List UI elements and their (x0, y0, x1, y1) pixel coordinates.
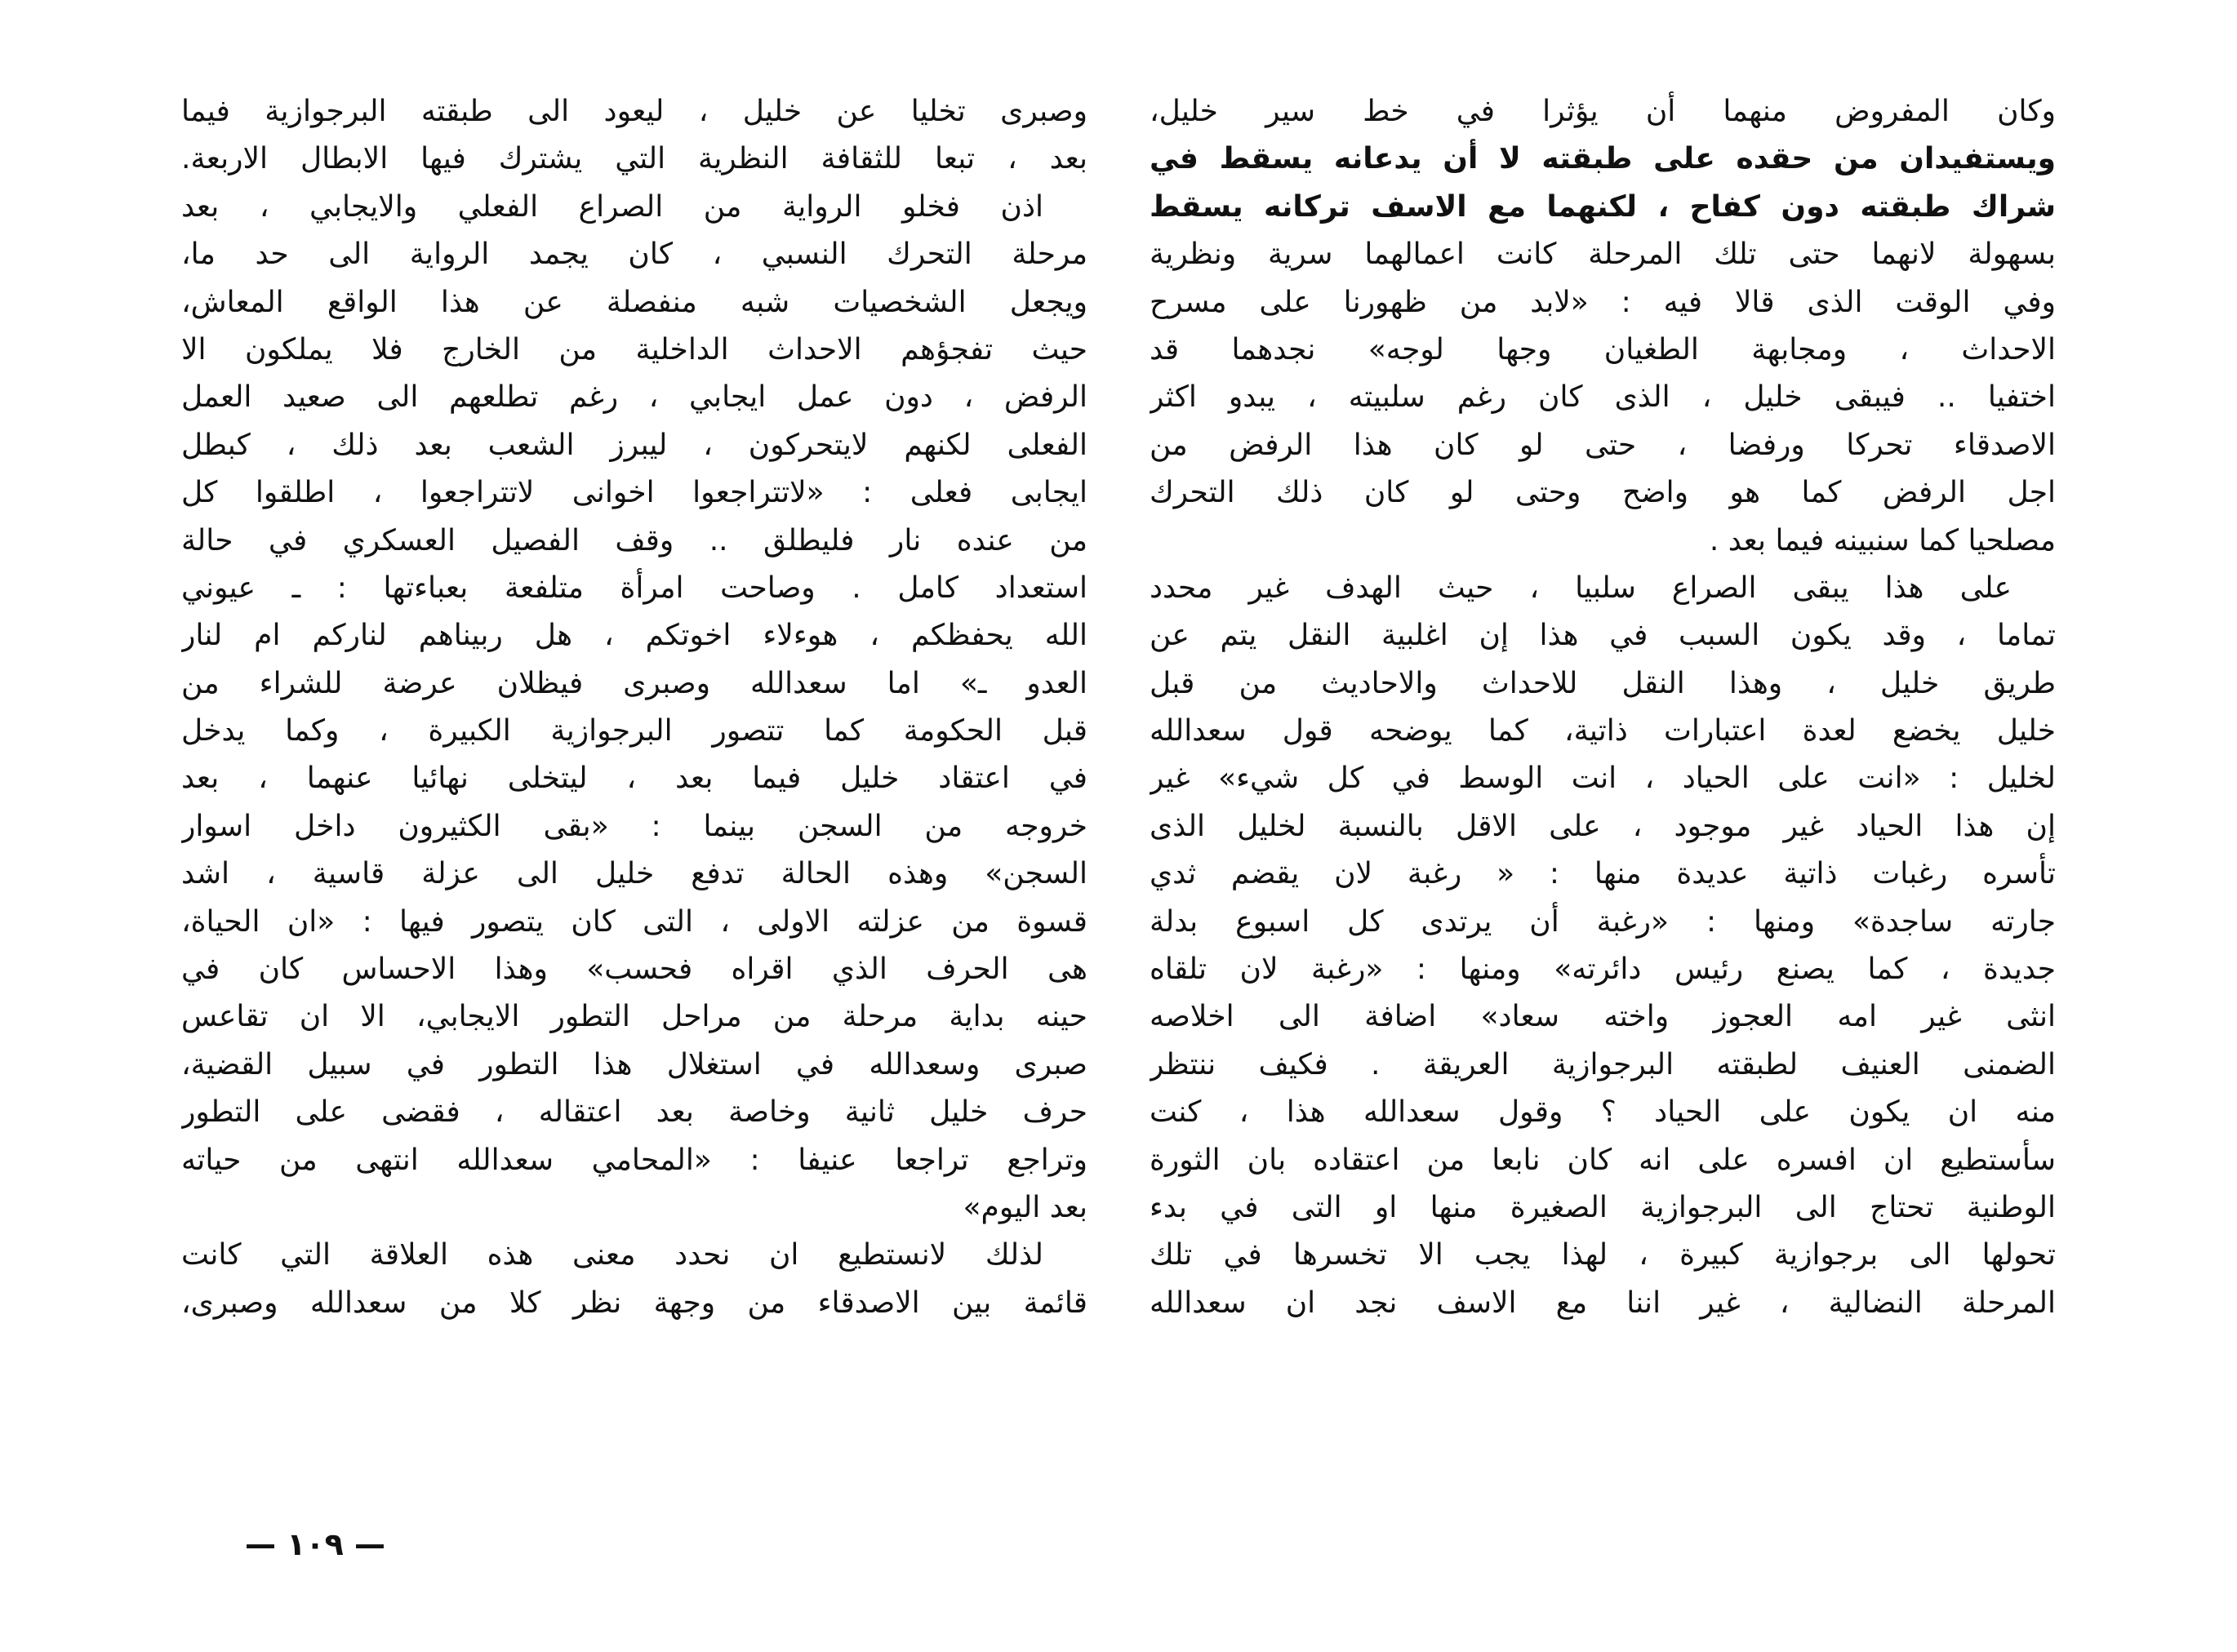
text-line: سأستطيع ان افسره على انه كان نابعا من اعتقاده بان الثورة (1150, 1143, 2056, 1177)
text-line: ايجابى فعلى : «لاتتراجعوا اخوانى لاتتراجعوا ، اطلقوا كل (181, 476, 1087, 510)
text-line: إن هذا الحياد غير موجود ، على الاقل بالنسبة لخليل الذى (1150, 809, 2056, 843)
text-line: بسهولة لانهما حتى تلك المرحلة كانت اعمالهما سرية ونظرية (1150, 238, 2056, 272)
text-line: صبرى وسعدالله في استغلال هذا التطور في سبيل القضية، (181, 1047, 1087, 1081)
text-line: انثى غير امه العجوز واخته سعاد» اضافة الى اخلاصه (1150, 1000, 2056, 1034)
text-line: وكان المفروض منهما أن يؤثرا في خط سير خليل، (1150, 95, 2056, 128)
text-line: جارته ساجدة» ومنها : «رغبة أن يرتدى كل اسبوع بدلة (1150, 904, 2056, 939)
text-line: تماما ، وقد يكون السبب في هذا إن اغلبية النقل يتم عن (1150, 619, 2056, 653)
text-line: السجن» وهذه الحالة تدفع خليل الى عزلة قاسية ، اشد (181, 857, 1087, 891)
text-line: من عنده نار فليطلق .. وقف الفصيل العسكري في حالة (181, 523, 1087, 557)
text-line: خليل يخضع لعدة اعتبارات ذاتية، كما يوضحه قول سعدالله (1150, 714, 2056, 748)
text-line: هى الحرف الذي اقراه فحسب» وهذا الاحساس كان في (181, 953, 1087, 987)
text-line: الاصدقاء تحركا ورفضا ، حتى لو كان هذا الرفض من (1150, 428, 2056, 462)
text-line: مرحلة التحرك النسبي ، كان يجمد الرواية الى حد ما، (181, 238, 1087, 272)
text-line: قائمة بين الاصدقاء من وجهة نظر كلا من سعدالله وصبرى، (181, 1286, 1087, 1320)
text-line: لخليل : «انت على الحياد ، انت الوسط في كل شيء» غير (1150, 762, 2056, 796)
text-line: بعد ، تبعا للثقافة النظرية التي يشترك فيها الابطال الاربعة. (181, 142, 1087, 176)
text-line: الضمنى العنيف لطبقته البرجوازية العريقة . فكيف ننتظر (1150, 1047, 2056, 1081)
text-line: العدو ـ» اما سعدالله وصبرى فيظلان عرضة للشراء من (181, 666, 1087, 700)
text-line: خروجه من السجن بينما : «بقى الكثيرون داخل اسوار (181, 809, 1087, 843)
text-line: تأسره رغبات ذاتية عديدة منها : « رغبة لان يقضم ثدي (1150, 857, 2056, 891)
text-line: قبل الحكومة كما تتصور البرجوازية الكبيرة ، وكما يدخل (181, 714, 1087, 748)
text-line: حرف خليل ثانية وخاصة بعد اعتقاله ، فقضى على التطور (181, 1095, 1087, 1130)
text-line: استعداد كامل . وصاحت امرأة متلفعة بعباءتها : ـ عيوني (181, 571, 1087, 605)
text-line: اختفيا .. فيبقى خليل ، الذى كان رغم سلبيته ، يبدو اكثر (1150, 380, 2056, 415)
text-line: حيث تفجؤهم الاحداث الداخلية من الخارج فلا يملكون الا (181, 332, 1087, 366)
text-line: بعد اليوم» (963, 1190, 1087, 1224)
page-number: — ١٠٩ — (245, 1526, 386, 1562)
text-line: اجل الرفض كما هو واضح وحتى لو كان ذلك التحرك (1150, 476, 2056, 510)
text-line: وتراجع تراجعا عنيفا : «المحامي سعدالله انتهى من حياته (181, 1143, 1087, 1177)
text-line: اذن فخلو الرواية من الصراع الفعلي والايجابي ، بعد (181, 189, 1043, 224)
text-line: لذلك لانستطيع ان نحدد معنى هذه العلاقة التي كانت (181, 1238, 1043, 1272)
text-line: تحولها الى برجوازية كبيرة ، لهذا يجب الا تخسرها في تلك (1150, 1238, 2056, 1272)
text-line: شراك طبقته دون كفاح ، لكنهما مع الاسف تركانه يسقط (1150, 189, 2056, 224)
text-line: الوطنية تحتاج الى البرجوازية الصغيرة منها او التى في بدء (1150, 1190, 2056, 1224)
text-line: طريق خليل ، وهذا النقل للاحداث والاحاديث من قبل (1150, 666, 2056, 700)
text-line: ويستفيدان من حقده على طبقته لا أن يدعانه يسقط في (1150, 142, 2056, 176)
text-line: في اعتقاد خليل فيما بعد ، ليتخلى نهائيا عنهما ، بعد (181, 762, 1087, 796)
text-line: الله يحفظكم ، هوءلاء اخوتكم ، هل ربيناهم لناركم ام لنار (181, 619, 1087, 653)
text-line: جديدة ، كما يصنع رئيس دائرته» ومنها : «رغبة لان تلقاه (1150, 953, 2056, 987)
text-line: الرفض ، دون عمل ايجابي ، رغم تطلعهم الى صعيد العمل (181, 380, 1087, 415)
text-line: مصلحيا كما سنبينه فيما بعد . (1709, 523, 2056, 557)
text-line: وفي الوقت الذى قالا فيه : «لابد من ظهورنا على مسرح (1150, 285, 2056, 319)
text-line: ويجعل الشخصيات شبه منفصلة عن هذا الواقع المعاش، (181, 285, 1087, 319)
right-text-column (1150, 88, 2056, 1327)
text-line: حينه بداية مرحلة من مراحل التطور الايجابي، الا ان تقاعس (181, 1000, 1087, 1034)
text-line: منه ان يكون على الحياد ؟ وقول سعدالله هذا ، كنت (1150, 1095, 2056, 1130)
text-line: قسوة من عزلته الاولى ، التى كان يتصور فيها : «ان الحياة، (181, 904, 1087, 939)
text-line: الاحداث ، ومجابهة الطغيان وجها لوجه» نجدهما قد (1150, 332, 2056, 366)
text-line: المرحلة النضالية ، غير اننا مع الاسف نجد ان سعدالله (1150, 1286, 2056, 1320)
left-text-column (181, 88, 1087, 1327)
text-line: الفعلى لكنهم لايتحركون ، ليبرز الشعب بعد ذلك ، كبطل (181, 428, 1087, 462)
text-line: على هذا يبقى الصراع سلبيا ، حيث الهدف غير محدد (1150, 571, 2012, 605)
text-line: وصبرى تخليا عن خليل ، ليعود الى طبقته البرجوازية فيما (181, 95, 1087, 128)
